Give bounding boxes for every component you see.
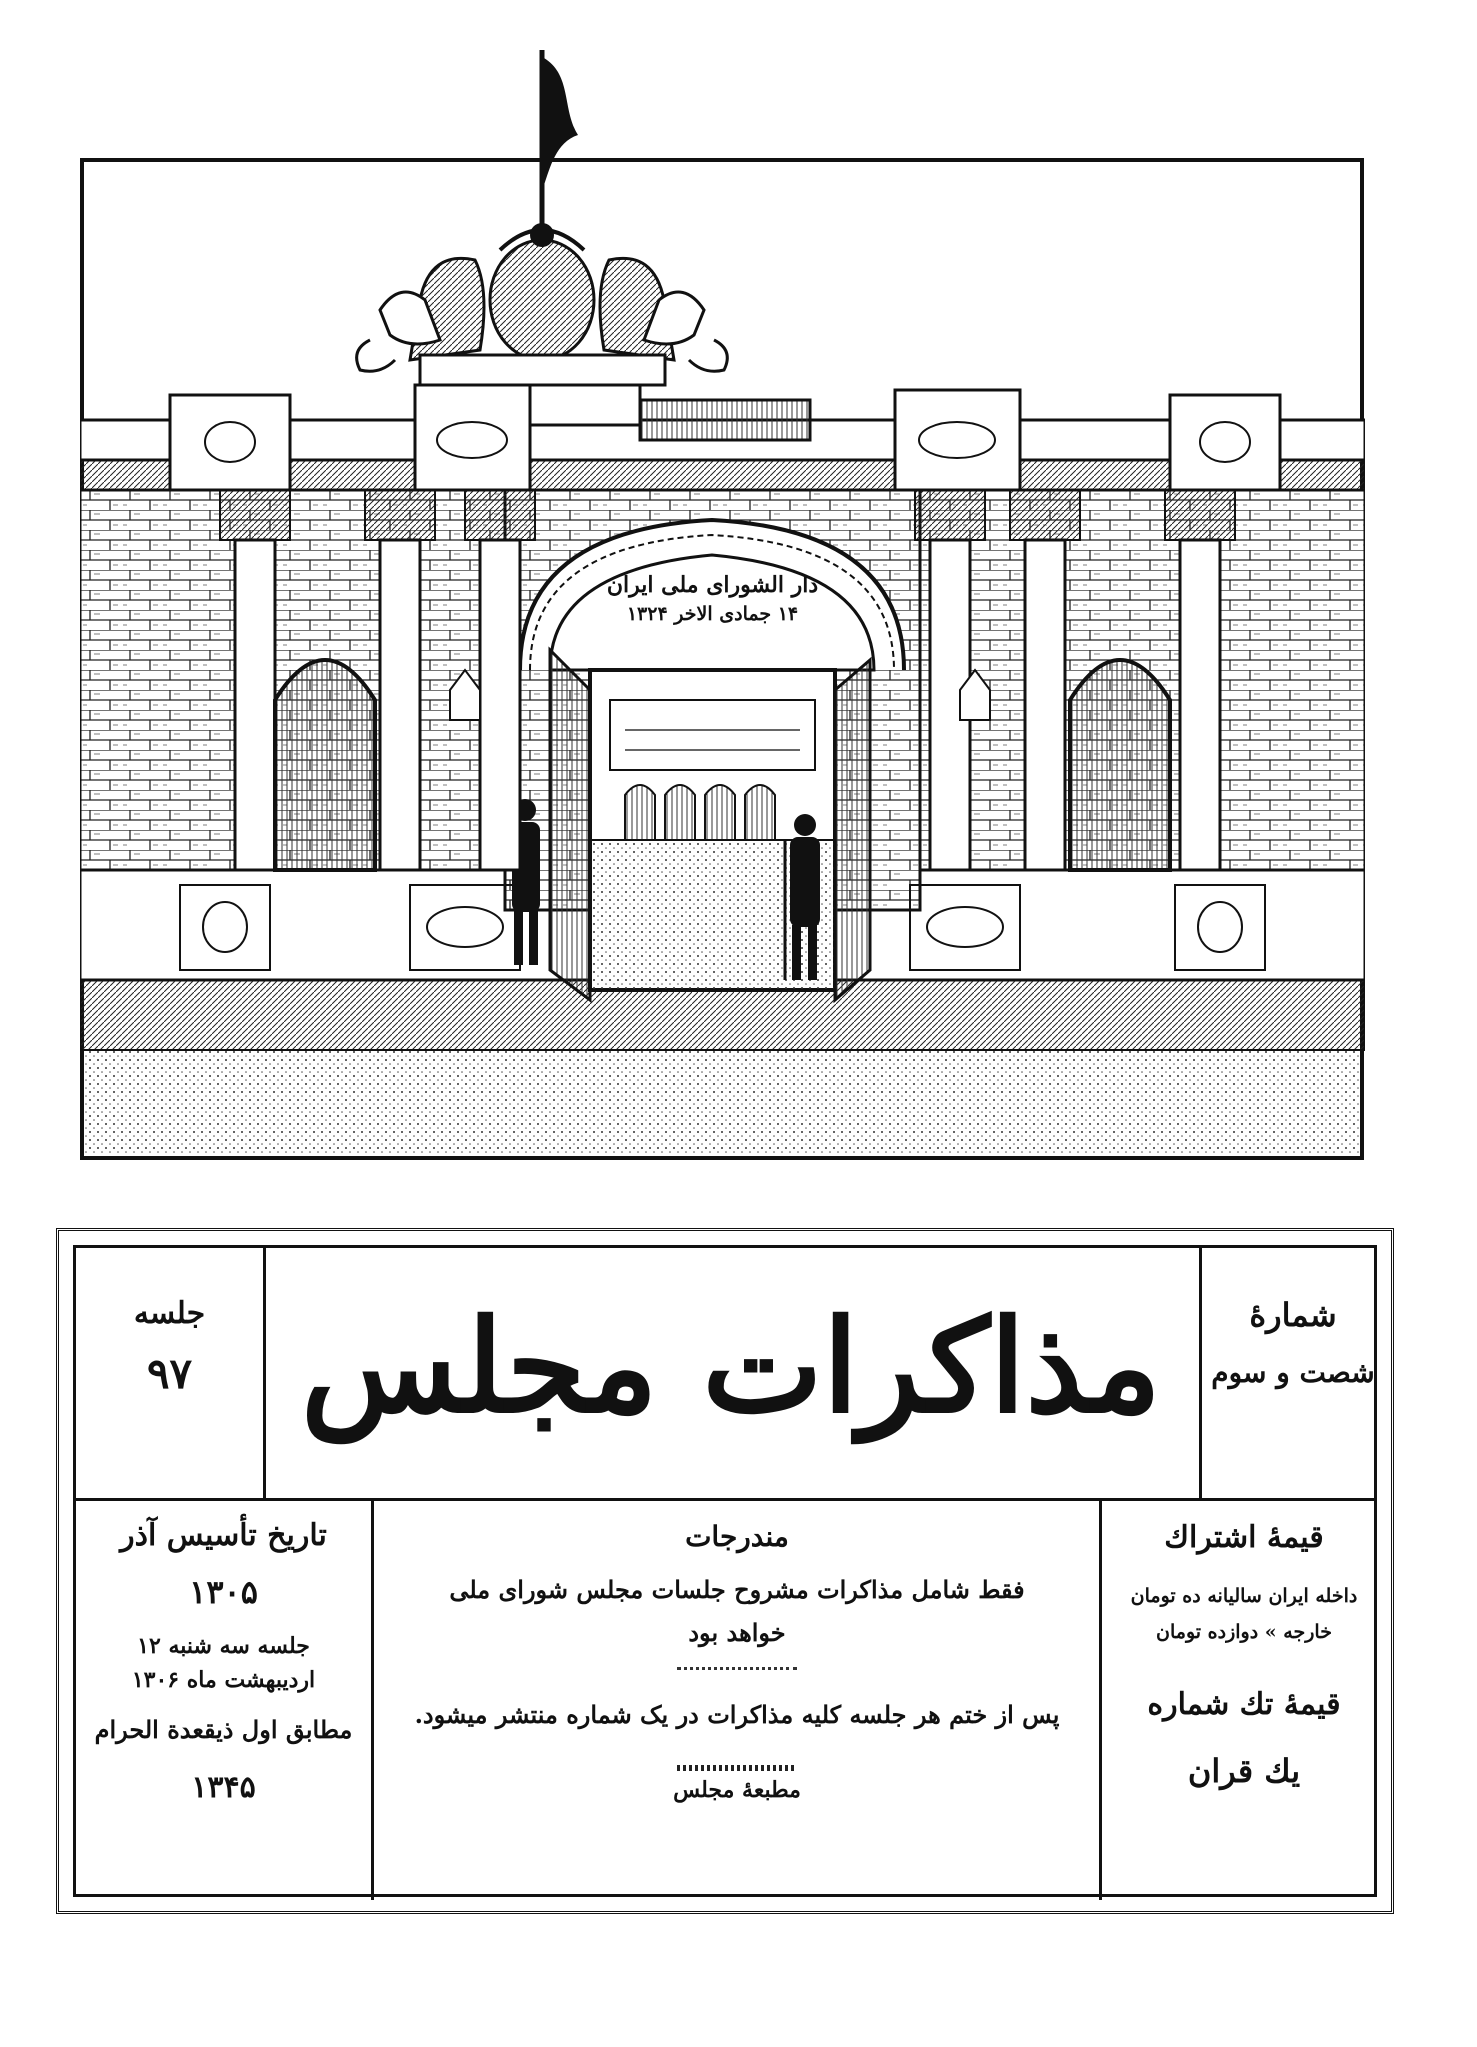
hijri-year: ۱۳۴۵ bbox=[191, 1770, 256, 1805]
session-box bbox=[76, 1296, 263, 1398]
session-label: جلسه bbox=[133, 1296, 206, 1331]
session-number: ۹۷ bbox=[146, 1349, 193, 1398]
masthead-divider bbox=[76, 1498, 1374, 1501]
founding-year: ۱۳۰۵ bbox=[189, 1573, 258, 1611]
wavy-divider bbox=[677, 1765, 797, 1771]
single-issue-price: يك قران bbox=[1187, 1752, 1301, 1790]
publication-title: مذاکرات مجلس bbox=[300, 1292, 1162, 1442]
single-issue-heading: قیمهٔ تك شماره bbox=[1147, 1687, 1341, 1722]
contents-box bbox=[376, 1520, 1098, 1803]
session-day: جلسه سه شنبه ۱۲ bbox=[137, 1633, 310, 1659]
niche-right bbox=[1070, 660, 1170, 870]
issue-box bbox=[1202, 1296, 1384, 1389]
arch-inscription: دار الشورای ملی ایران bbox=[606, 572, 819, 598]
arch-date: ۱۴ جمادی الاخر ۱۳۲۴ bbox=[626, 602, 799, 625]
hijri-line: مطابق اول ذیقعدة الحرام bbox=[94, 1715, 353, 1744]
foreign-price: خارجه » دوازده تومان bbox=[1156, 1621, 1332, 1643]
masthead-frame bbox=[56, 1228, 1394, 1914]
printer-name: مطبعهٔ مجلس bbox=[673, 1777, 801, 1803]
domestic-price: داخله ایران سالیانه ده تومان bbox=[1130, 1585, 1358, 1607]
parliament-gate-illustration bbox=[80, 50, 1365, 1160]
issue-number: شصت و سوم bbox=[1211, 1356, 1375, 1389]
contents-heading: مندرجات bbox=[685, 1520, 789, 1553]
contents-line-3: پس از ختم هر جلسه کلیه مذاکرات در یک شماره منتشر میشود. bbox=[414, 1700, 1060, 1729]
founding-label: تاریخ تأسیس آذر bbox=[120, 1518, 327, 1553]
ornament-divider bbox=[677, 1667, 797, 1670]
session-month: اردیبهشت ماه ۱۳۰۶ bbox=[131, 1667, 316, 1693]
issue-label: شمارهٔ bbox=[1249, 1296, 1337, 1334]
gate-door-left bbox=[550, 650, 590, 1000]
contents-line-1: فقط شامل مذاکرات مشروح جلسات مجلس شورای ملی bbox=[449, 1575, 1025, 1604]
title-box bbox=[266, 1292, 1196, 1442]
subscription-heading: قیمهٔ اشتراك bbox=[1164, 1520, 1324, 1555]
niche-left bbox=[275, 660, 375, 870]
founding-info-box bbox=[76, 1518, 371, 1805]
price-box bbox=[1104, 1520, 1384, 1790]
ground bbox=[84, 1050, 1360, 1155]
contents-line-2: خواهد بود bbox=[688, 1618, 786, 1647]
gate-door-right bbox=[835, 660, 870, 1000]
